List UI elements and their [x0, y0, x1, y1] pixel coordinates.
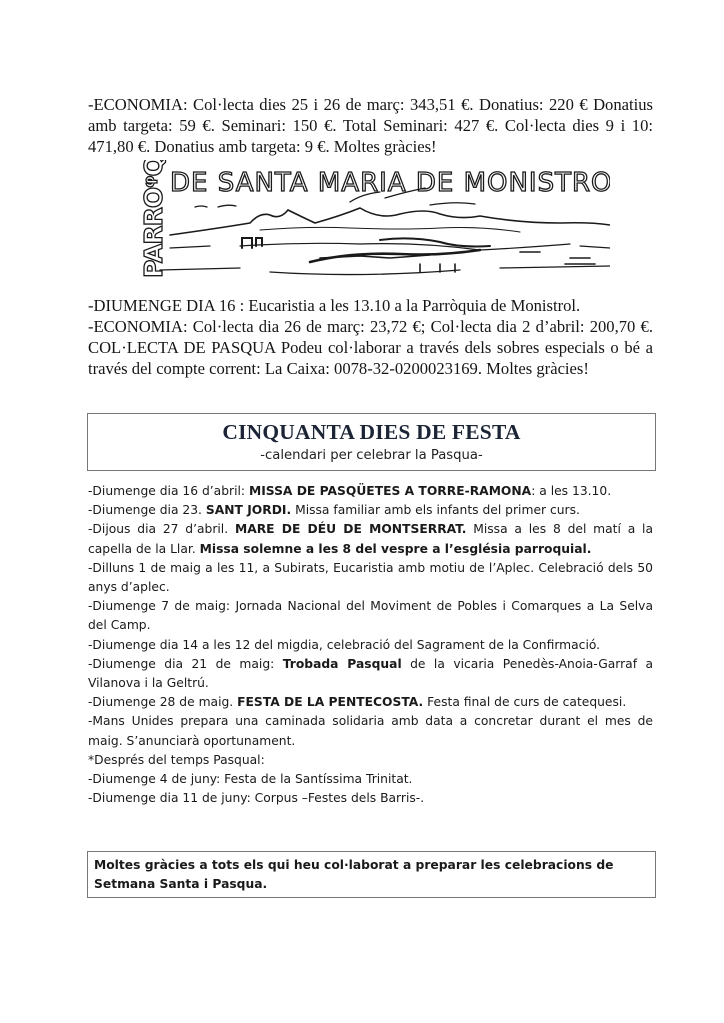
economy-paragraph-1: -ECONOMIA: Col·lecta dies 25 i 26 de març: 343,51 €. Donatius: 220 € Donatius amb targeta: 59 €. Seminari: 150 €. Total Seminari: 427 €. Col·lecta dies 9 i 10: 471,80 €. Donatius amb targeta: 9 €. Moltes gràcies!: [88, 95, 653, 156]
calendar-item-highlight: Missa solemne a les 8 del vespre a l’església parroquial.: [199, 541, 592, 556]
calendar-item: [88, 636, 653, 655]
calendar-item-text: Missa familiar amb els infants del primer curs.: [291, 503, 580, 518]
calendar-item-highlight: SANT JORDI.: [205, 503, 292, 518]
thanks-box: [87, 851, 656, 898]
thanks-text: Moltes gràcies a tots els qui heu col·laborat a preparar les celebracions de Setmana Santa i Pasqua.: [94, 858, 614, 891]
calendar-item-text: *Després del temps Pasqual:: [88, 752, 265, 767]
calendar-item-text: : a les 13.10.: [531, 484, 612, 498]
calendar-item-text: -Dijous dia 27 d’abril.: [88, 522, 235, 537]
calendar-item-text: -Diumenge 28 de maig.: [88, 695, 238, 710]
calendar-item-text: -Diumenge 7 de maig: Jornada Nacional del Moviment de Pobles i Comarques a La Selva del Camp.: [88, 599, 653, 633]
calendar-item: [88, 597, 653, 635]
calendar-item-highlight: MISSA DE PASQÜETES A TORRE-RAMONA: [248, 484, 532, 498]
calendar-item-text: -Diumenge dia 23.: [88, 503, 206, 518]
calendar-item-highlight: MARE DE DÉU DE MONTSERRAT.: [234, 522, 467, 537]
calendar-item: [88, 693, 653, 712]
calendar-item-text: Missa a les 8 del matí a la capella de la Llar.: [88, 522, 654, 556]
calendar-item-text: -Diumenge dia 11 de juny: Corpus –Festes dels Barris-.: [88, 791, 425, 806]
announcements-paragraph: [88, 295, 653, 379]
calendar-item: [88, 482, 653, 501]
calendar-item: [88, 655, 653, 693]
calendar-item: [88, 520, 653, 558]
economy-paragraph-2: -ECONOMIA: Col·lecta dia 26 de març: 23,72 €; Col·lecta dia 2 d’abril: 200,70 €. COL·LECTA DE PASQUA Podeu col·laborar a través dels sobres especials o bé a través del compte corrent: La Caixa: 0078-32-0200023169. Moltes gràcies!: [88, 317, 653, 378]
calendar-item: [88, 559, 653, 597]
festa-subtitle: -calendari per celebrar la Pasqua-: [260, 448, 483, 463]
calendar-item-text: -Dilluns 1 de maig a les 11, a Subirats, Eucaristia amb motiu de l’Aplec. Celebració dels 50 anys d’aplec.: [88, 560, 653, 595]
festa-title: CINQUANTA DIES DE FESTA: [222, 420, 521, 444]
calendar-item-highlight: Trobada Pasqual: [282, 656, 402, 671]
calendar-item: [88, 751, 653, 770]
parish-logo: [140, 160, 610, 285]
sunday-eucharist-line: -DIUMENGE DIA 16 : Eucaristia a les 13.10 a la Parròquia de Monistrol.: [88, 296, 581, 315]
calendar-item-text: -Diumenge 4 de juny: Festa de la Santíssima Trinitat.: [88, 772, 413, 787]
calendar-item: [88, 770, 653, 789]
svg-text:PARROᵠQUIA: PARROᵠQUIA: [140, 160, 168, 278]
calendar-item: [88, 789, 653, 808]
calendar-item-text: Festa final de curs de catequesi.: [423, 695, 627, 710]
calendar-item-text: -Diumenge dia 21 de maig:: [88, 656, 283, 671]
calendar-item: [88, 712, 653, 750]
svg-text:DE SANTA MARIA DE MONISTROL: DE SANTA MARIA DE MONISTROL: [170, 168, 610, 198]
parish-logo-image: [140, 160, 610, 285]
calendar-item-text: -Diumenge dia 14 a les 12 del migdia, celebració del Sagrament de la Confirmació.: [88, 637, 601, 652]
calendar-item-highlight: FESTA DE LA PENTECOSTA.: [237, 695, 424, 710]
calendar-item: [88, 501, 653, 520]
festa-title-box: [87, 413, 656, 471]
calendar-item-text: de la vicaria Penedès-Anoia-Garraf a Vilanova i la Geltrú.: [88, 656, 654, 691]
calendar-item-text: -Diumenge dia 16 d’abril:: [88, 484, 249, 498]
calendar-item-text: -Mans Unides prepara una caminada solidaria amb data a concretar durant el mes de maig. S’anunciarà oportunament.: [88, 714, 653, 748]
calendar-list: [88, 482, 653, 808]
